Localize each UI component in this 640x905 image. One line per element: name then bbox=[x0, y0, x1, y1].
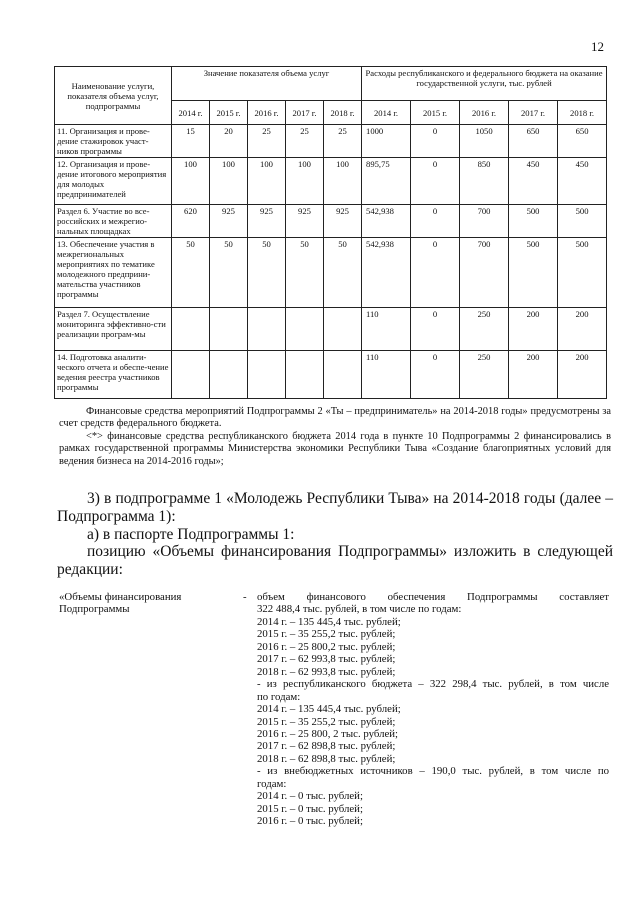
funding-line: 2018 г. – 62 898,8 тыс. рублей; bbox=[257, 752, 396, 765]
footnote-financing: Финансовые средства мероприятий Подпрограммы 2 «Ты – предприниматель» на 2014-2018 годы» предусмотрены за счет средств федерального бюджета. bbox=[59, 406, 611, 430]
expense-cell: 700 bbox=[460, 238, 509, 308]
value-cell: 620 bbox=[172, 205, 210, 238]
funding-line: 2016 г. – 0 тыс. рублей; bbox=[257, 815, 363, 828]
value-cell: 50 bbox=[172, 238, 210, 308]
funding-line: по годам: bbox=[257, 690, 301, 703]
value-cell: 25 bbox=[248, 125, 286, 158]
expense-cell: 110 bbox=[362, 351, 411, 399]
header-value-year: 2017 г. bbox=[286, 101, 324, 125]
header-value-year: 2018 г. bbox=[324, 101, 362, 125]
header-expense-year: 2014 г. bbox=[362, 101, 411, 125]
item-3-paragraph: 3) в подпрограмме 1 «Молодежь Республики Тыва» на 2014-2018 годы (далее – Подпрограмма 1): bbox=[57, 490, 613, 525]
funding-line: 2017 г. – 62 898,8 тыс. рублей; bbox=[257, 740, 396, 753]
funding-line: 2016 г. – 25 800,2 тыс. рублей; bbox=[257, 640, 396, 653]
expense-cell: 200 bbox=[509, 308, 558, 351]
expense-cell: 500 bbox=[558, 205, 607, 238]
funding-line: - из республиканского бюджета – 322 298,4 тыс. рублей, в том числе bbox=[257, 678, 609, 691]
services-table bbox=[54, 66, 607, 399]
value-cell: 100 bbox=[210, 158, 248, 205]
value-cell bbox=[172, 351, 210, 399]
funding-line: 2014 г. – 0 тыс. рублей; bbox=[257, 790, 363, 803]
expense-cell: 650 bbox=[509, 125, 558, 158]
row-name: 12. Организация и прове-дение итогового мероприятия для молодых предпринимателей bbox=[55, 158, 172, 205]
value-cell: 25 bbox=[286, 125, 324, 158]
header-value-year: 2014 г. bbox=[172, 101, 210, 125]
row-name: 13. Обеспечение участия в межрегиональных мероприятиях по тематике молодежного предприни-мательства участников программы bbox=[55, 238, 172, 308]
expense-cell: 0 bbox=[411, 351, 460, 399]
value-cell: 50 bbox=[210, 238, 248, 308]
table-row bbox=[55, 351, 607, 399]
expense-cell: 500 bbox=[558, 238, 607, 308]
value-cell bbox=[210, 308, 248, 351]
row-name: 14. Подготовка аналити-ческого отчета и обеспе-чение ведения реестра участников программы bbox=[55, 351, 172, 399]
table-row bbox=[55, 308, 607, 351]
table-row bbox=[55, 125, 607, 158]
table-row bbox=[55, 158, 607, 205]
expense-cell: 0 bbox=[411, 205, 460, 238]
header-service-name: Наименование услуги, показателя объема услуг, подпрограммы bbox=[55, 67, 172, 125]
funding-line: 2015 г. – 0 тыс. рублей; bbox=[257, 802, 363, 815]
expense-cell: 1050 bbox=[460, 125, 509, 158]
footnote-asterisk: <*> финансовые средства республиканского бюджета 2014 года в пункте 10 Подпрограммы 2 финансировались в рамках государственной программы Министерства экономики Республики Тыва «Создание благоприятных условий для ведения бизнеса на 2014-2016 годы»; bbox=[59, 430, 611, 467]
value-cell: 50 bbox=[248, 238, 286, 308]
funding-line: 2014 г. – 135 445,4 тыс. рублей; bbox=[257, 703, 401, 716]
expense-cell: 895,75 bbox=[362, 158, 411, 205]
expense-cell: 500 bbox=[509, 238, 558, 308]
expense-cell: 250 bbox=[460, 308, 509, 351]
expense-cell: 200 bbox=[558, 308, 607, 351]
funding-label: «Объемы финансирования Подпрограммы bbox=[59, 591, 182, 616]
funding-line: 2018 г. – 62 993,8 тыс. рублей; bbox=[257, 665, 396, 678]
row-name: Раздел 7. Осуществление мониторинга эффективно-сти реализации програм-мы bbox=[55, 308, 172, 351]
value-cell bbox=[324, 308, 362, 351]
value-cell: 50 bbox=[324, 238, 362, 308]
funding-line: 2015 г. – 35 255,2 тыс. рублей; bbox=[257, 628, 396, 641]
header-expense-year: 2018 г. bbox=[558, 101, 607, 125]
expense-cell: 250 bbox=[460, 351, 509, 399]
funding-line: 2015 г. – 35 255,2 тыс. рублей; bbox=[257, 715, 396, 728]
expense-cell: 200 bbox=[558, 351, 607, 399]
expense-cell: 700 bbox=[460, 205, 509, 238]
expense-cell: 850 bbox=[460, 158, 509, 205]
expense-cell: 542,938 bbox=[362, 238, 411, 308]
funding-dash: - bbox=[243, 591, 247, 603]
value-cell: 50 bbox=[286, 238, 324, 308]
expense-cell: 450 bbox=[509, 158, 558, 205]
value-cell bbox=[172, 308, 210, 351]
row-name: 11. Организация и прове-дение стажировок участ-ников программы bbox=[55, 125, 172, 158]
expense-cell: 0 bbox=[411, 308, 460, 351]
page-number: 12 bbox=[591, 39, 604, 54]
funding-lines bbox=[257, 591, 609, 828]
row-name: Раздел 6. Участие во все-российских и межрегио-нальных площадках bbox=[55, 205, 172, 238]
footnotes bbox=[59, 406, 611, 468]
value-cell: 100 bbox=[324, 158, 362, 205]
expense-cell: 500 bbox=[509, 205, 558, 238]
position-paragraph: позицию «Объемы финансирования Подпрограммы» изложить в следующей редакции: bbox=[57, 543, 613, 579]
expense-cell: 542,938 bbox=[362, 205, 411, 238]
value-cell bbox=[210, 351, 248, 399]
value-cell: 15 bbox=[172, 125, 210, 158]
item-a-paragraph: а) в паспорте Подпрограммы 1: bbox=[87, 525, 295, 543]
funding-line: 2014 г. – 135 445,4 тыс. рублей; bbox=[257, 615, 401, 628]
expense-cell: 0 bbox=[411, 125, 460, 158]
funding-line: 2017 г. – 62 993,8 тыс. рублей; bbox=[257, 653, 396, 666]
header-value-year: 2016 г. bbox=[248, 101, 286, 125]
header-expense-year: 2015 г. bbox=[411, 101, 460, 125]
header-value-year: 2015 г. bbox=[210, 101, 248, 125]
expense-cell: 1000 bbox=[362, 125, 411, 158]
expense-cell: 110 bbox=[362, 308, 411, 351]
amendment-section bbox=[57, 490, 613, 579]
funding-line: годам: bbox=[257, 777, 287, 790]
expense-cell: 0 bbox=[411, 158, 460, 205]
funding-line: - из внебюджетных источников – 190,0 тыс. рублей, в том числе по bbox=[257, 765, 609, 778]
value-cell bbox=[286, 308, 324, 351]
value-cell bbox=[286, 351, 324, 399]
value-cell bbox=[324, 351, 362, 399]
value-cell: 25 bbox=[324, 125, 362, 158]
table-row bbox=[55, 205, 607, 238]
value-cell: 20 bbox=[210, 125, 248, 158]
header-expense-group: Расходы республиканского и федерального бюджета на оказание государственной услуги, тыс. рублей bbox=[362, 67, 607, 101]
expense-cell: 0 bbox=[411, 238, 460, 308]
value-cell: 925 bbox=[248, 205, 286, 238]
value-cell: 925 bbox=[324, 205, 362, 238]
value-cell: 100 bbox=[286, 158, 324, 205]
value-cell: 925 bbox=[286, 205, 324, 238]
value-cell: 100 bbox=[248, 158, 286, 205]
header-value-group: Значение показателя объема услуг bbox=[172, 67, 362, 101]
expense-cell: 450 bbox=[558, 158, 607, 205]
table-row bbox=[55, 238, 607, 308]
expense-cell: 650 bbox=[558, 125, 607, 158]
value-cell bbox=[248, 351, 286, 399]
expense-cell: 200 bbox=[509, 351, 558, 399]
value-cell: 925 bbox=[210, 205, 248, 238]
header-expense-year: 2016 г. bbox=[460, 101, 509, 125]
value-cell: 100 bbox=[172, 158, 210, 205]
value-cell bbox=[248, 308, 286, 351]
header-expense-year: 2017 г. bbox=[509, 101, 558, 125]
funding-line: объем финансового обеспечения Подпрограммы составляет bbox=[257, 591, 609, 603]
funding-line: 2016 г. – 25 800, 2 тыс. рублей; bbox=[257, 727, 399, 740]
funding-line: 322 488,4 тыс. рублей, в том числе по годам: bbox=[257, 603, 462, 616]
